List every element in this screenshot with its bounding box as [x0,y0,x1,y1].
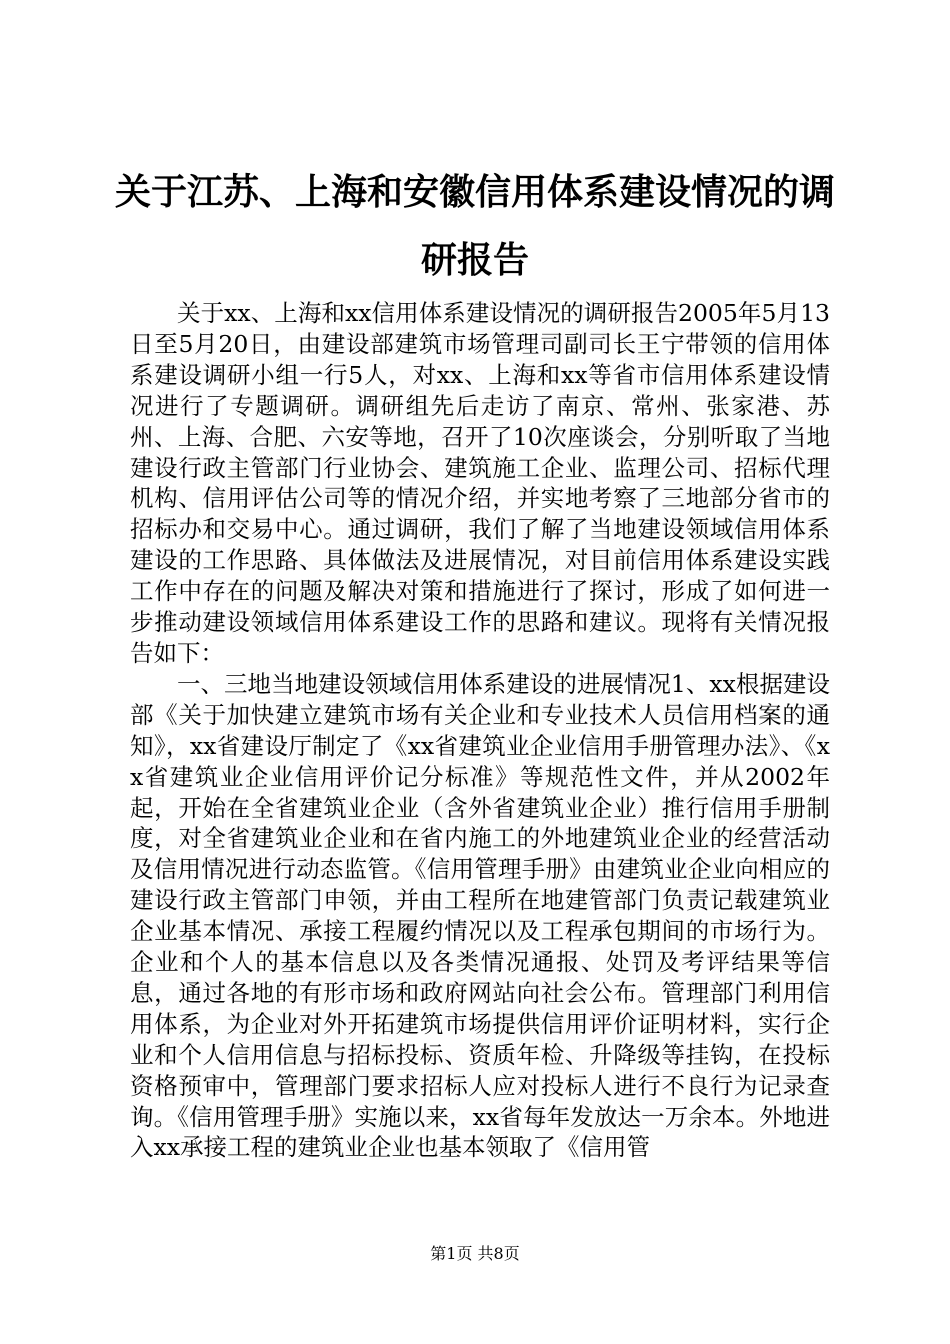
paragraph-intro: 关于xx、上海和xx信用体系建设情况的调研报告2005年5月13日至5月20日，由建设部建筑市场管理司副司长王宁带领的信用体系建设调研小组一行5人，对xx、上海和xx等省市信用体系建设情况进行了专题调研。调研组先后走访了南京、常州、张家港、苏州、上海、合肥、六安等地，召开了10次座谈会，分别听取了当地建设行政主管部门行业协会、建筑施工企业、监理公司、招标代理机构、信用评估公司等的情况介绍，并实地考察了三地部分省市的招标办和交易中心。通过调研，我们了解了当地建设领域信用体系建设的工作思路、具体做法及进展情况，对目前信用体系建设实践工作中存在的问题及解决对策和措施进行了探讨，形成了如何进一步推动建设领域信用体系建设工作的思路和建议。现将有关情况报告如下： [130,299,830,667]
page-footer: 第1页 共8页 [430,1244,520,1263]
document-title: 关于江苏、上海和安徽信用体系建设情况的调研报告 [114,171,835,281]
paragraph-section-one: 一、三地当地建设领域信用体系建设的进展情况1、xx根据建设部《关于加快建立建筑市场有关企业和专业技术人员信用档案的通知》，xx省建设厅制定了《xx省建筑业企业信用手册管理办法》、《xx省建筑业企业信用评价记分标准》等规范性文件，并从2002年起，开始在全省建筑业企业（含外省建筑业企业）推行信用手册制度，对全省建筑业企业和在省内施工的外地建筑业企业的经营活动及信用情况进行动态监管。《信用管理手册》由建筑业企业向相应的建设行政主管部门申领，并由工程所在地建管部门负责记载建筑业企业基本情况、承接工程履约情况以及工程承包期间的市场行为。企业和个人的基本信息以及各类情况通报、处罚及考评结果等信息，通过各地的有形市场和政府网站向社会公布。管理部门利用信用体系，为企业对外开拓建筑市场提供信用评价证明材料，实行企业和个人信用信息与招标投标、资质年检、升降级等挂钩，在投标资格预审中，管理部门要求招标人应对投标人进行不良行为记录查询。《信用管理手册》实施以来，xx省每年发放达一万余本。外地进入xx承接工程的建筑业企业也基本领取了《信用管 [130,669,830,1162]
document-body [130,298,830,1163]
